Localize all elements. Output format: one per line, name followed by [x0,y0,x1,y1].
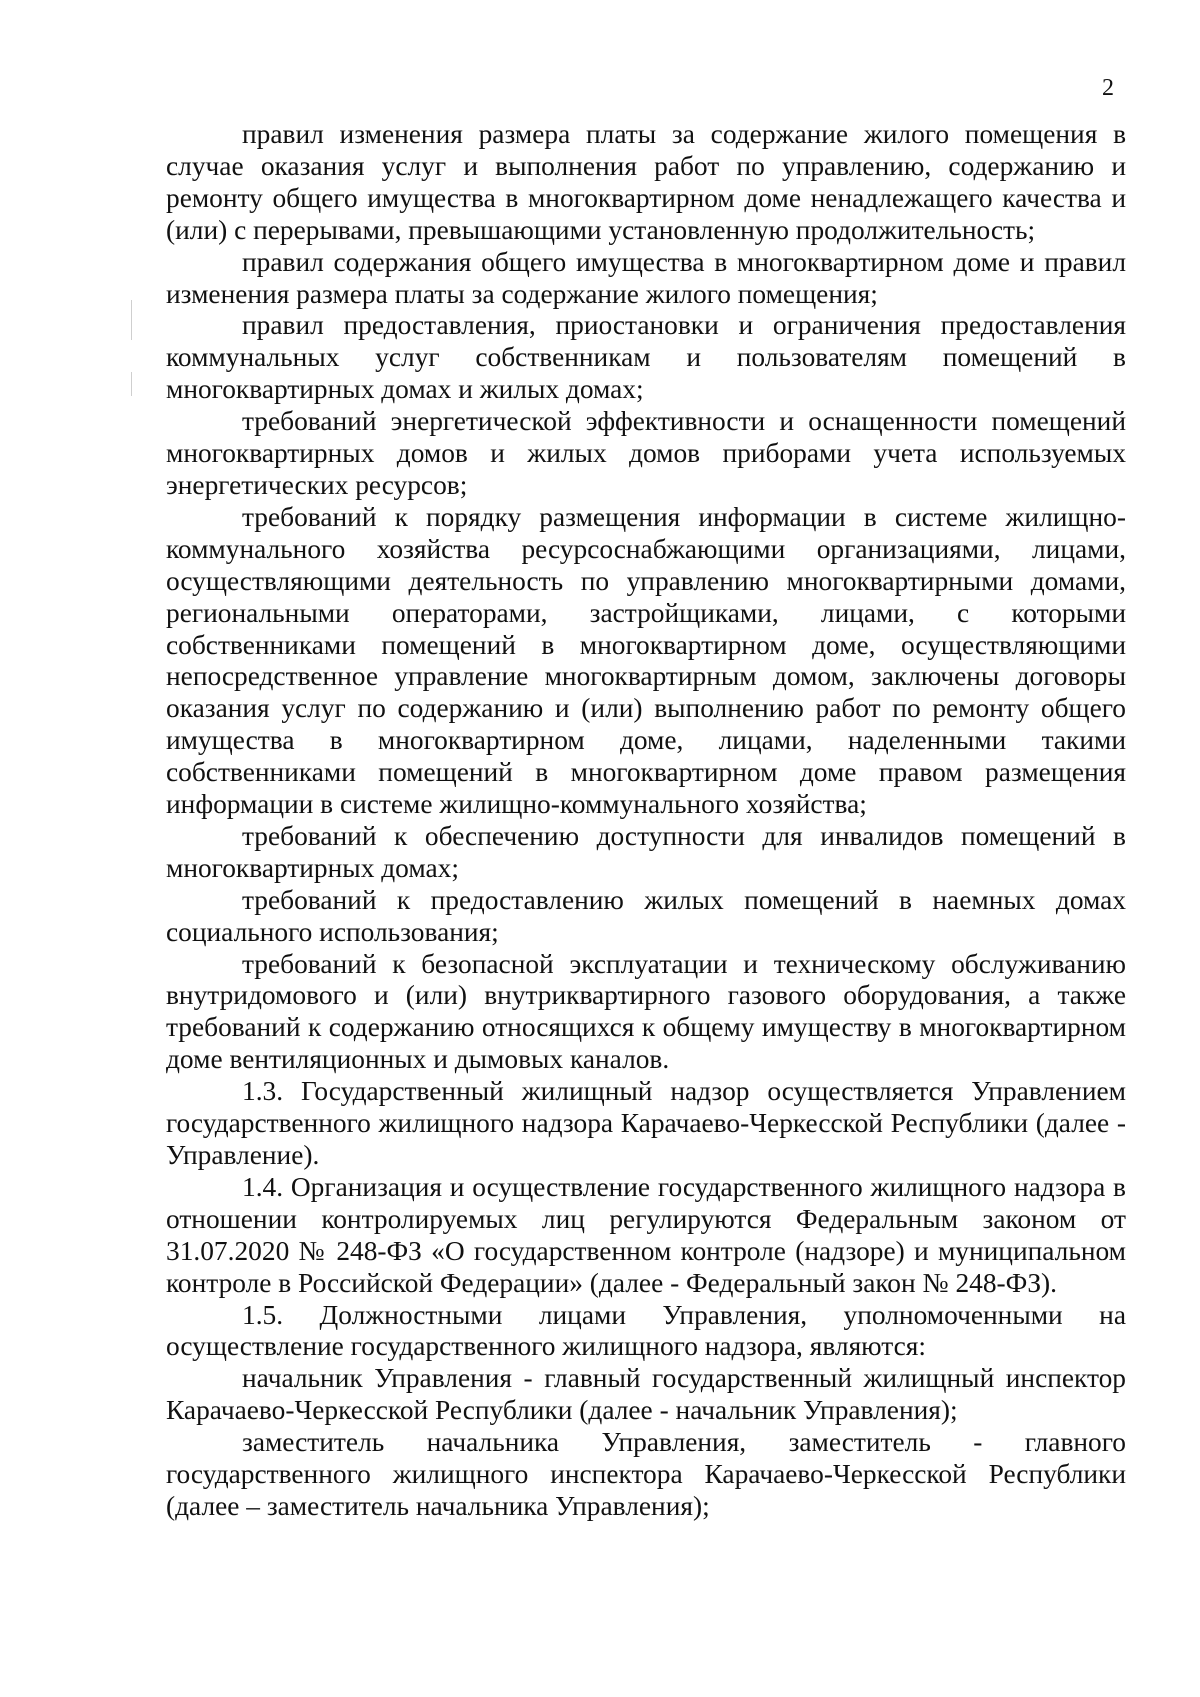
paragraph: заместитель начальника Управления, заместитель - главного государственного жилищного инспектора Карачаево-Черкесской Республики (далее – заместитель начальника Управления); [166,1427,1126,1521]
paragraph: 1.4. Организация и осуществление государственного жилищного надзора в отношении контролируемых лиц регулируются Федеральным законом от 31.07.2020 № 248-ФЗ «О государственном контроле (надзоре) и муниципальном контроле в Российской Федерации» (далее - Федеральный закон № 248-ФЗ). [166,1171,1126,1298]
paragraph: 1.3. Государственный жилищный надзор осуществляется Управлением государственного жилищного надзора Карачаево-Черкесской Республики (далее - Управление). [166,1076,1126,1170]
scan-artifact-line [131,300,132,340]
paragraph: требований к безопасной эксплуатации и техническому обслуживанию внутридомового и (или) внутриквартирного газового оборудования, а также требований к содержанию относящихся к общему имуществу в многоквартирном доме вентиляционных и дымовых каналов. [166,948,1126,1075]
paragraph: требований к предоставлению жилых помещений в наемных домах социального использования; [166,884,1126,947]
paragraph: правил изменения размера платы за содержание жилого помещения в случае оказания услуг и выполнения работ по управлению, содержанию и ремонту общего имущества в многоквартирном доме ненадлежащего качества и (или) с перерывами, превышающими установленную продолжительность; [166,119,1126,245]
paragraph: начальник Управления - главный государственный жилищный инспектор Карачаево-Черкесской Республики (далее - начальник Управления); [166,1363,1126,1426]
paragraph: правил содержания общего имущества в многоквартирном доме и правил изменения размера платы за содержание жилого помещения; [166,246,1126,309]
paragraph: правил предоставления, приостановки и ограничения предоставления коммунальных услуг собственникам и пользователям помещений в многоквартирных домах и жилых домах; [166,310,1126,405]
scan-artifact-line [131,372,132,396]
document-body [166,119,1126,1523]
paragraph: требований энергетической эффективности и оснащенности помещений многоквартирных домов и жилых домов приборами учета используемых энергетических ресурсов; [166,406,1126,500]
page-number: 2 [1102,75,1114,101]
paragraph: требований к порядку размещения информации в системе жилищно-коммунального хозяйства ресурсоснабжающими организациями, лицами, осуществляющими деятельность по управлению многоквартирными домами, региональными операторами, застройщиками, лицами, с которыми собственниками помещений в многоквартирном доме, осуществляющими непосредственное управление многоквартирным домом, заключены договоры оказания услуг по содержанию и (или) выполнению работ по ремонту общего имущества в многоквартирном доме, лицами, наделенными такими собственниками помещений в многоквартирном доме правом размещения информации в системе жилищно-коммунального хозяйства; [166,501,1126,820]
paragraph: требований к обеспечению доступности для инвалидов помещений в многоквартирных домах; [166,820,1126,883]
paragraph: 1.5. Должностными лицами Управления, уполномоченными на осуществление государственного жилищного надзора, являются: [166,1299,1126,1362]
